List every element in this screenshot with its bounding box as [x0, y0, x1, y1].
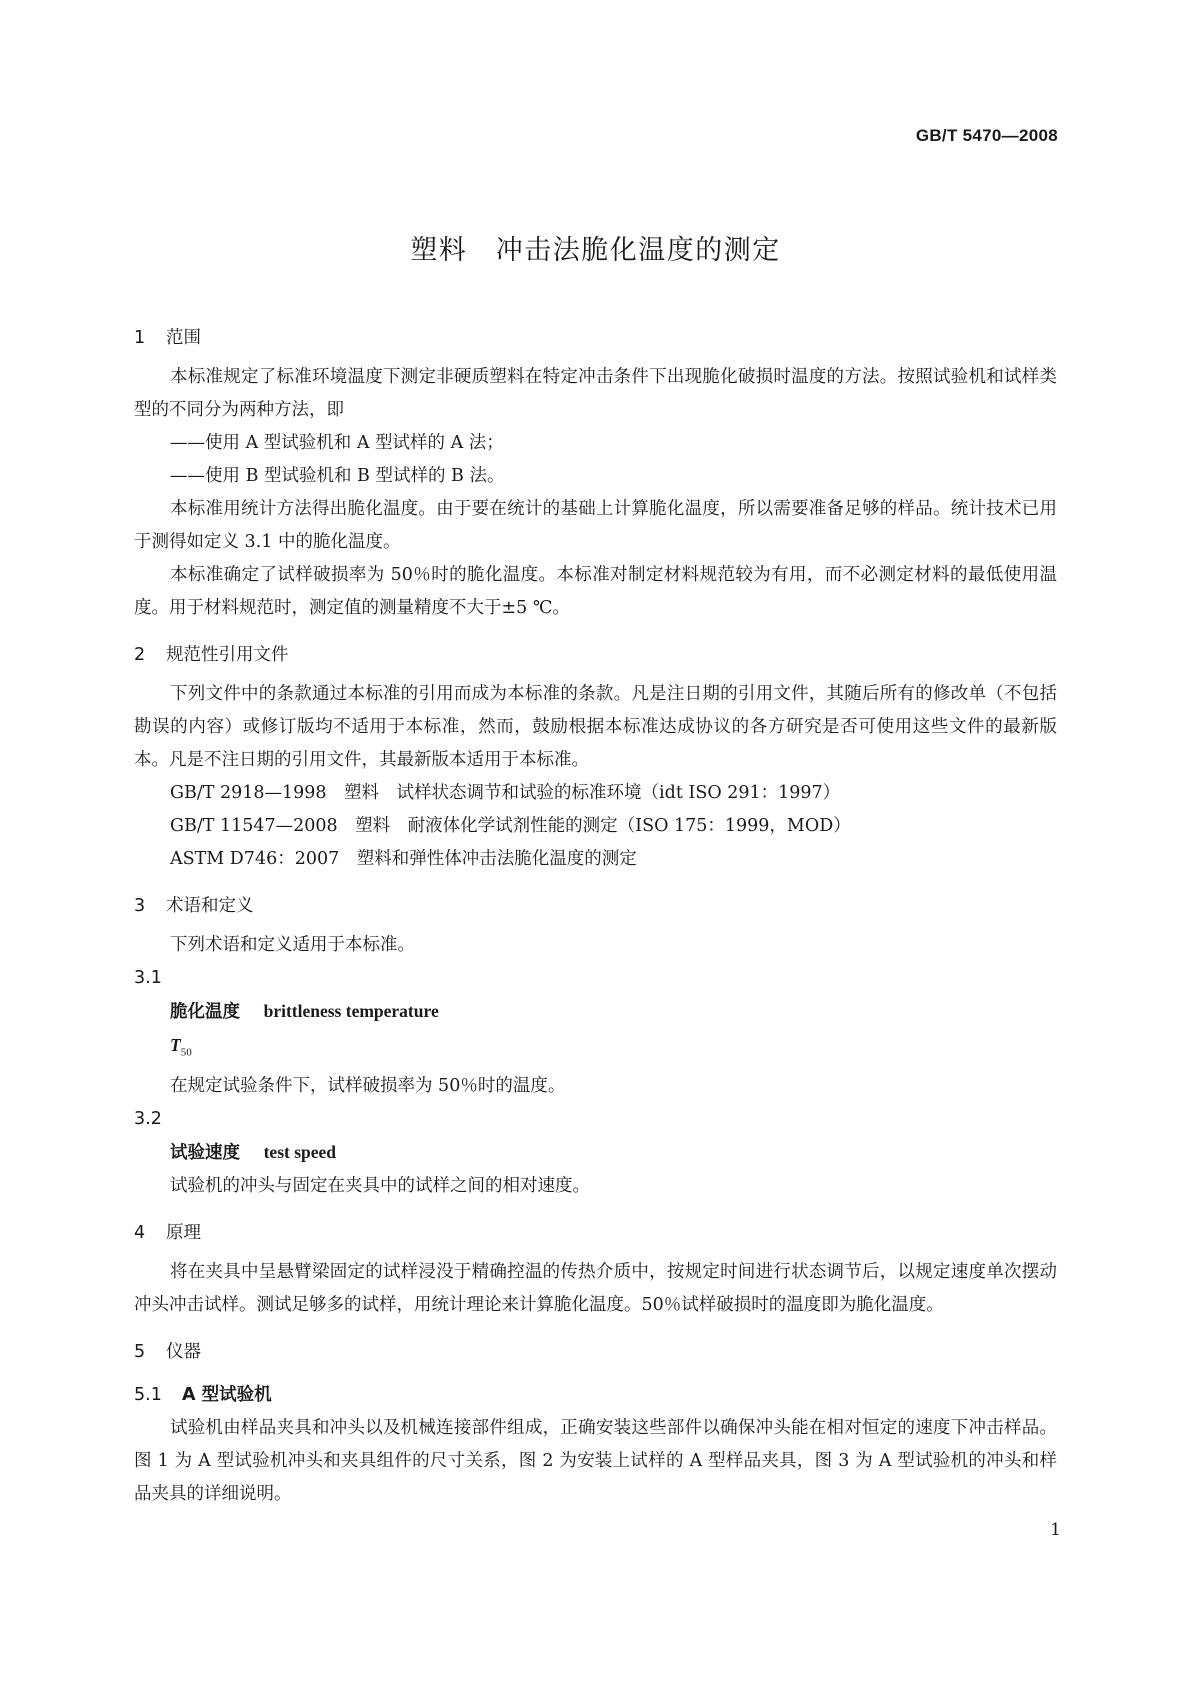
term-name: 试验速度 test speed	[170, 1141, 337, 1163]
term-number: 3.2	[134, 1108, 162, 1129]
document-body	[134, 322, 1057, 1511]
section-1-heading: 1 范围	[134, 328, 201, 348]
standard-code: GB/T 5470—2008	[915, 126, 1058, 145]
term-definition: 在规定试验条件下，试样破损率为 50％时的温度。	[170, 1075, 566, 1096]
section-4-paragraph: 将在夹具中呈悬臂梁固定的试样浸没于精确控温的传热介质中，按规定时间进行状态调节后，以规定速度单次摆动冲头冲击试样。测试足够多的试样，用统计理论来计算脆化温度。50％试样破损时的温度即为脆化温度。	[134, 1261, 1057, 1315]
reference-item: GB/T 2918—1998 塑料 试样状态调节和试验的标准环境（idt ISO 291：1997）	[170, 783, 841, 803]
page-number: 1	[1050, 1520, 1061, 1540]
subsection-5-1-paragraph: 试验机由样品夹具和冲头以及机械连接部件组成，正确安装这些部件以确保冲头能在相对恒定的速度下冲击样品。图 1 为 A 型试验机冲头和夹具组件的尺寸关系，图 2 为安装上试样的 A 型样品夹具，图 3 为 A 型试验机的冲头和样品夹具的详细说明。	[134, 1417, 1057, 1504]
section-5-heading: 5 仪器	[134, 1341, 201, 1362]
section-3-intro: 下列术语和定义适用于本标准。	[170, 935, 415, 955]
term-number: 3.1	[134, 968, 162, 988]
reference-item: GB/T 11547—2008 塑料 耐液体化学试剂性能的测定（ISO 175：1999，MOD）	[170, 816, 851, 836]
section-2-paragraph: 下列文件中的条款通过本标准的引用而成为本标准的条款。凡是注日期的引用文件，其随后所有的修改单（不包括勘误的内容）或修订版均不适用于本标准，然而，鼓励根据本标准达成协议的各方研究是否可使用这些文件的最新版本。凡是不注日期的引用文件，其最新版本适用于本标准。	[134, 684, 1057, 770]
term-symbol: $T_{50}$	[170, 1035, 192, 1059]
term-definition: 试验机的冲头与固定在夹具中的试样之间的相对速度。	[170, 1175, 590, 1196]
list-item: ——使用 B 型试验机和 B 型试样的 B 法。	[170, 466, 505, 486]
section-4-heading: 4 原理	[134, 1222, 201, 1243]
section-3-heading: 3 术语和定义	[134, 896, 254, 916]
term-name: 脆化温度 brittleness temperature	[170, 1001, 439, 1022]
document-title: 塑料 冲击法脆化温度的测定	[410, 235, 781, 266]
subsection-5-1-heading: 5.1 A 型试验机	[134, 1384, 272, 1405]
reference-item: ASTM D746：2007 塑料和弹性体冲击法脆化温度的测定	[170, 849, 637, 869]
section-1-paragraph: 本标准用统计方法得出脆化温度。由于要在统计的基础上计算脆化温度，所以需要准备足够的样品。统计技术已用于测得如定义 3.1 中的脆化温度。	[134, 499, 1057, 552]
section-2-heading: 2 规范性引用文件	[134, 645, 289, 665]
section-1-paragraph: 本标准确定了试样破损率为 50％时的脆化温度。本标准对制定材料规范较为有用，而不必测定材料的最低使用温度。用于材料规范时，测定值的测量精度不大于±5 ℃。	[134, 565, 1057, 618]
section-1-paragraph: 本标准规定了标准环境温度下测定非硬质塑料在特定冲击条件下出现脆化破损时温度的方法。按照试验机和试样类型的不同分为两种方法，即	[134, 367, 1057, 420]
list-item: ——使用 A 型试验机和 A 型试样的 A 法；	[170, 433, 504, 453]
